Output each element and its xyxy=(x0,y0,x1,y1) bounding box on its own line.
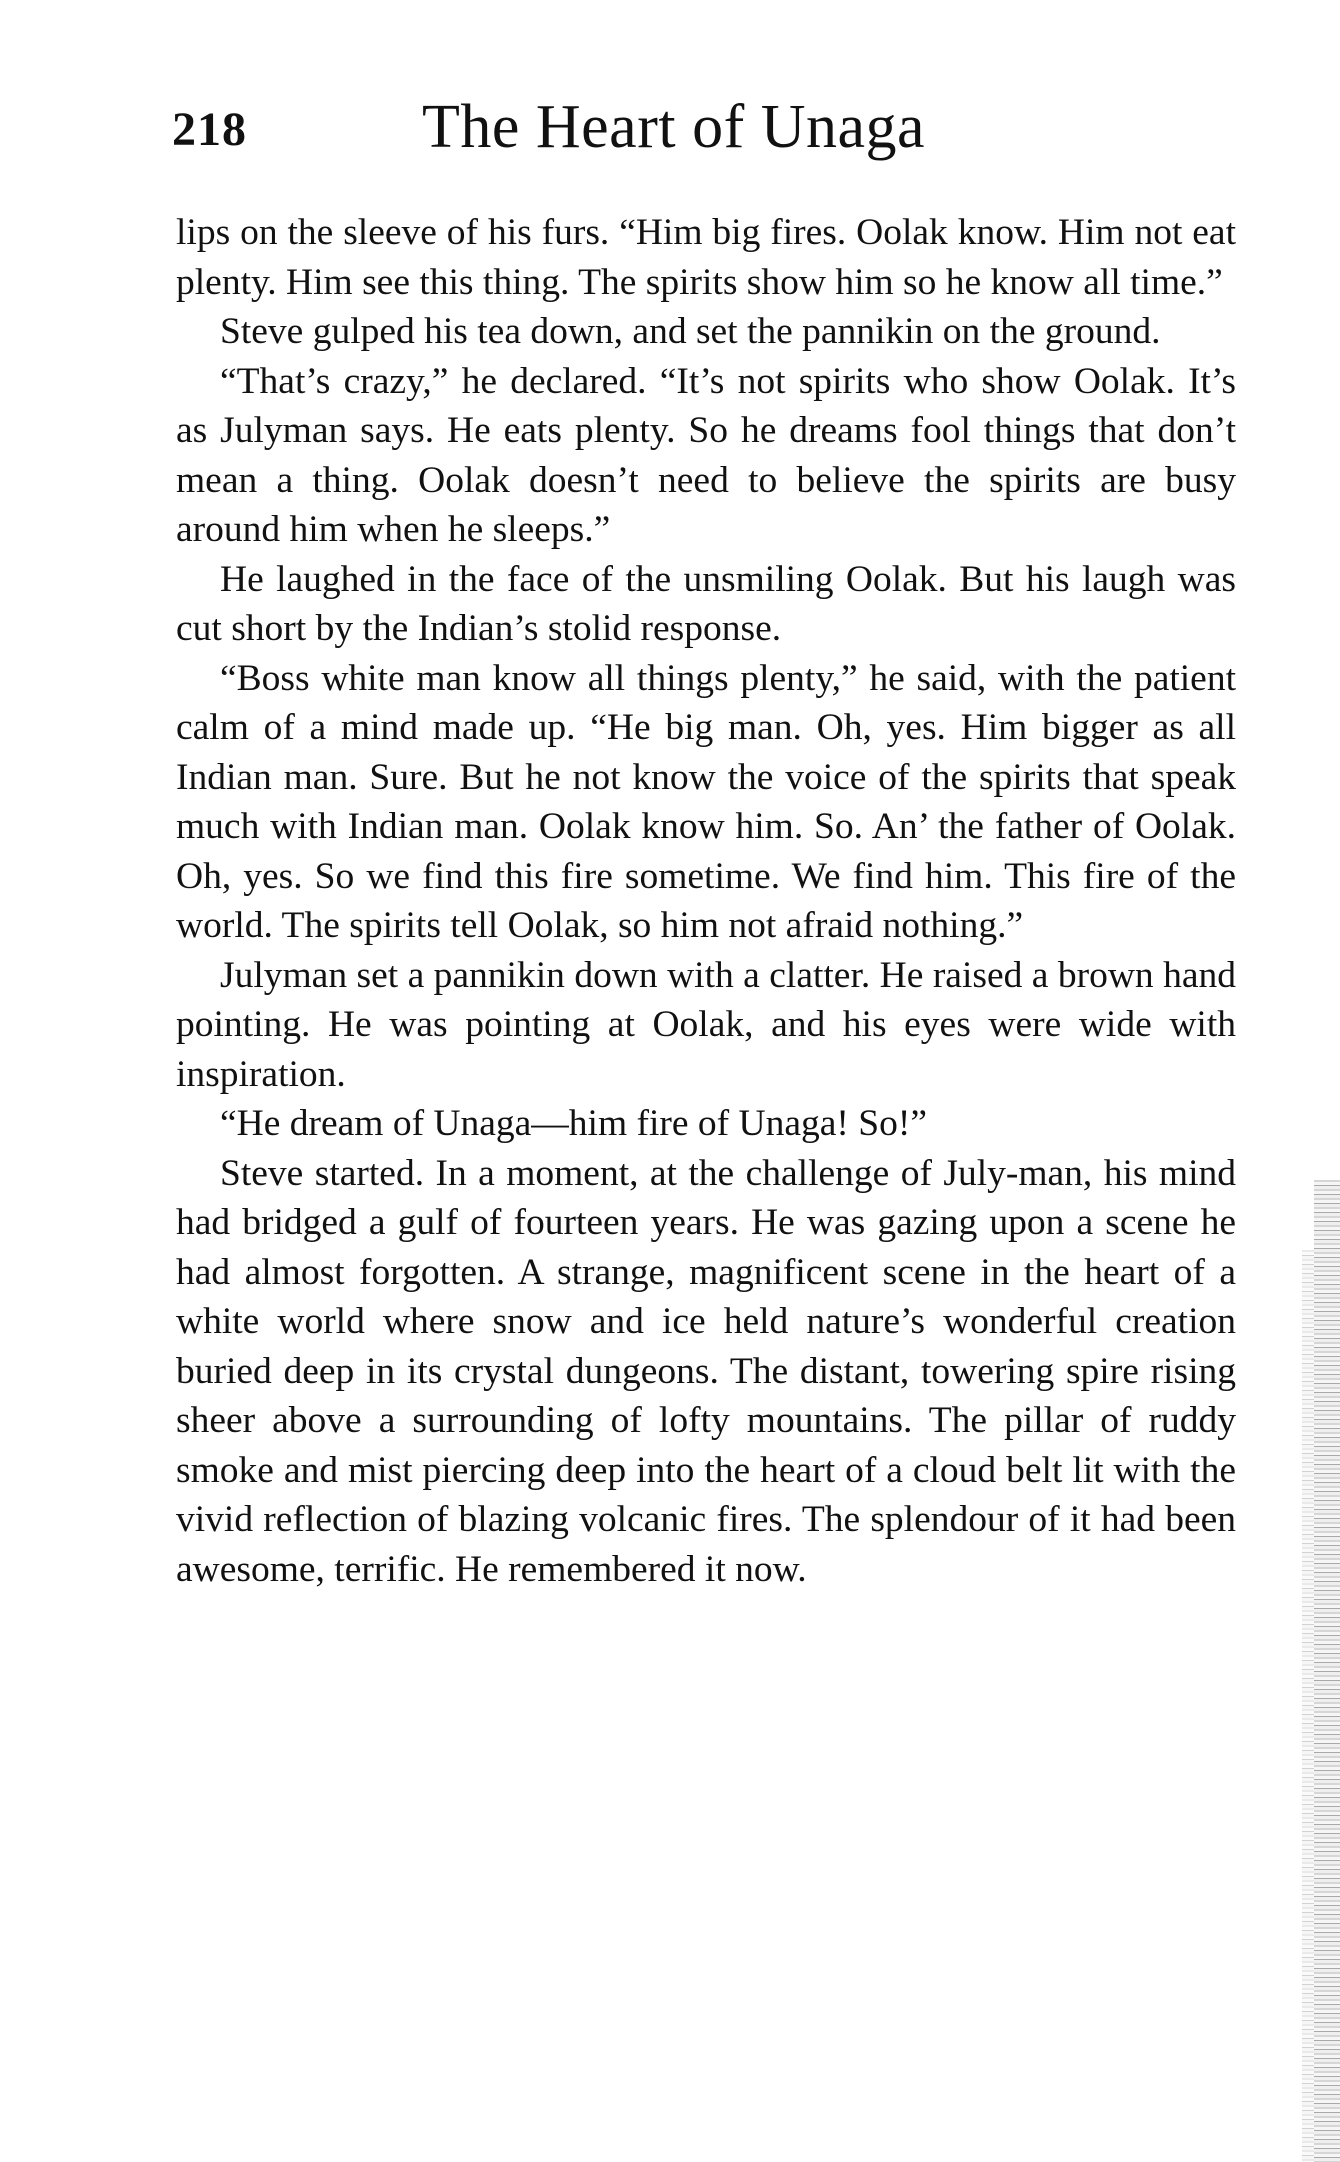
paragraph: Julyman set a pannikin down with a clatter. He raised a brown hand pointing. He was pointing at Oolak, and his eyes were wide with inspiration. xyxy=(176,954,1236,1095)
page-header xyxy=(172,93,1232,180)
page-number: 218 xyxy=(172,103,247,156)
page-edge-shadow xyxy=(1314,1180,1340,2162)
body-text xyxy=(176,208,1236,1594)
paragraph: lips on the sleeve of his furs. “Him big fires. Oolak know. Him not eat plenty. Him see this thing. The spirits show him so he know all time.” xyxy=(176,212,1236,303)
paragraph: “Boss white man know all things plenty,” he said, with the patient calm of a mind made up. “He big man. Oh, yes. Him bigger as all Indian man. Sure. But he not know the voice of the spirits that speak much with Indian man. Oolak know him. So. An’ the father of Oolak. Oh, yes. So we find this fire sometime. We find him. This fire of the world. The spirits tell Oolak, so him not afraid nothing.” xyxy=(176,657,1236,946)
running-title: The Heart of Unaga xyxy=(422,93,926,161)
page-edge-shadow-inner xyxy=(1302,1250,1314,2162)
paragraph: Steve gulped his tea down, and set the pannikin on the ground. xyxy=(220,311,1161,352)
paragraph: “He dream of Unaga—him fire of Unaga! So!” xyxy=(220,1103,928,1144)
paragraph: Steve started. In a moment, at the challenge of July-man, his mind had bridged a gulf of fourteen years. He was gazing upon a scene he had almost forgotten. A strange, magnificent scene in the heart of a white world where snow and ice held nature’s wonderful creation buried deep in its crystal dungeons. The distant, towering spire rising sheer above a surrounding of lofty mountains. The pillar of ruddy smoke and mist piercing deep into the heart of a cloud belt lit with the vivid reflection of blazing volcanic fires. The splendour of it had been awesome, terrific. He remembered it now. xyxy=(176,1152,1236,1590)
paragraph: “That’s crazy,” he declared. “It’s not spirits who show Oolak. It’s as Julyman says. He eats plenty. So he dreams fool things that don’t mean a thing. Oolak doesn’t need to believe the spirits are busy around him when he sleeps.” xyxy=(176,360,1236,550)
paragraph: He laughed in the face of the unsmiling Oolak. But his laugh was cut short by the Indian’s stolid response. xyxy=(176,558,1236,649)
